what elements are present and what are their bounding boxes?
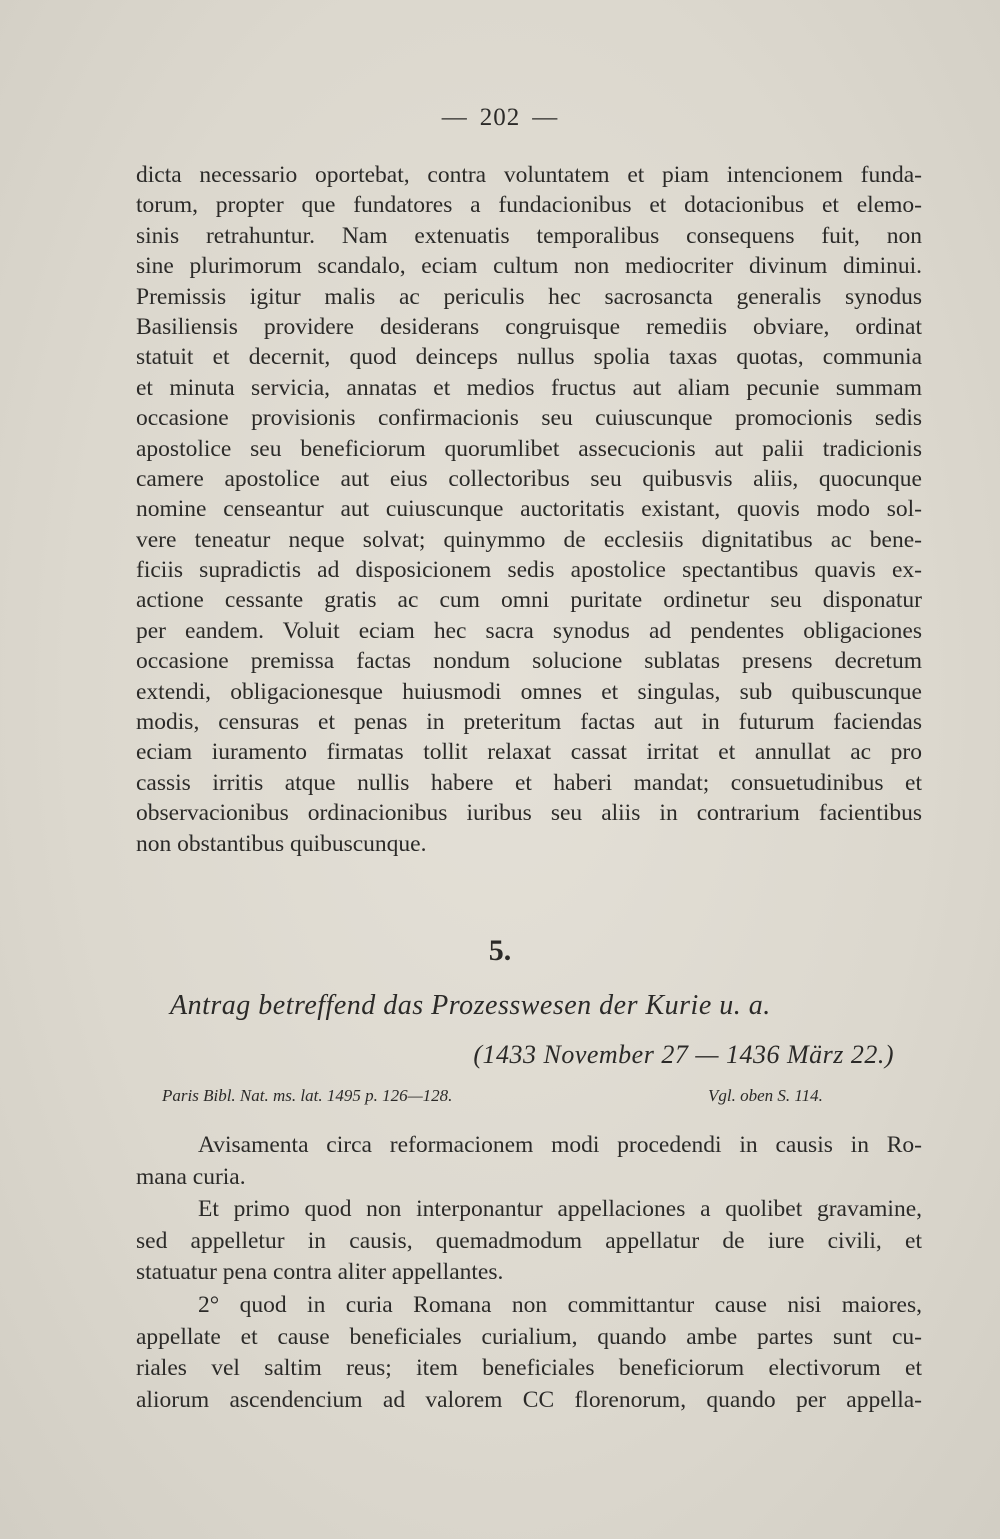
page-number-header xyxy=(0,104,1000,132)
text-line: nomine censeantur aut cuiuscunque auctoritatis existant, quovis modo sol- xyxy=(136,496,922,523)
paragraph-first-point xyxy=(136,1194,922,1289)
text-line: Et primo quod non interponantur appellaciones a quolibet gravamine, xyxy=(198,1196,922,1222)
text-line: extendi, obligacionesque huiusmodi omnes et singulas, sub quibuscunque xyxy=(136,678,922,705)
text-line: vere teneatur neque solvat; quinymmo de ecclesiis dignitatibus ac bene- xyxy=(136,526,922,553)
source-citation-line xyxy=(162,1086,823,1106)
text-line: aliorum ascendencium ad valorem CC florenorum, quando per appella- xyxy=(136,1386,922,1413)
header-dash-right: — xyxy=(532,104,559,131)
page-number: 202 xyxy=(479,104,521,131)
text-line: Avisamenta circa reformacionem modi procedendi in causis in Ro- xyxy=(198,1132,922,1158)
text-line: sinis retrahuntur. Nam extenuatis temporalibus consequens fuit, non xyxy=(136,222,922,249)
text-line: occasione provisionis confirmacionis seu cuiuscunque promocionis sedis xyxy=(136,405,922,432)
text-line: ficiis supradictis ad disposicionem sedis apostolice spectantibus quavis ex- xyxy=(136,557,922,584)
main-text-block xyxy=(136,160,922,859)
text-line: mana curia. xyxy=(136,1163,246,1190)
text-line: appellate et cause beneficiales curialium, quando ambe partes sunt cu- xyxy=(136,1323,922,1350)
text-line: 2° quod in curia Romana non committantur cause nisi maiores, xyxy=(198,1292,922,1318)
section-number: 5. xyxy=(488,934,512,967)
text-line: riales vel saltim reus; item beneficiales beneficiorum electivorum et xyxy=(136,1355,922,1381)
text-line: dicta necessario oportebat, contra voluntatem et piam intencionem funda- xyxy=(136,162,922,188)
cross-reference: Vgl. oben S. 114. xyxy=(708,1086,823,1105)
text-line: actione cessante gratis ac cum omni puritate ordinetur seu disponatur xyxy=(136,587,922,614)
section-title: Antrag betreffend das Prozesswesen der Kurie u. a. xyxy=(170,990,771,1021)
text-line: modis, censuras et penas in preteritum factas aut in futurum faciendas xyxy=(136,709,922,736)
text-line: eciam iuramento firmatas tollit relaxat cassat irritat et annullat ac pro xyxy=(136,739,922,766)
text-line: torum, propter que fundatores a fundacionibus et dotacionibus et elemo- xyxy=(136,192,922,219)
text-line: cassis irritis atque nullis habere et haberi mandat; consuetudinibus et xyxy=(136,769,922,796)
text-line: Premissis igitur malis ac periculis hec sacrosancta generalis synodus xyxy=(136,283,922,310)
text-line: statuit et decernit, quod deinceps nullus spolia taxas quotas, communia xyxy=(136,344,922,371)
paragraph-second-point xyxy=(136,1290,922,1416)
header-dash-left: — xyxy=(441,104,468,131)
text-line: sine plurimorum scandalo, eciam cultum non mediocriter divinum diminui. xyxy=(136,253,922,280)
text-line: sed appelletur in causis, quemadmodum appellatur de iure civili, et xyxy=(136,1227,922,1254)
text-line: camere apostolice aut eius collectoribus seu quibusvis aliis, quocunque xyxy=(136,465,922,492)
paragraph-intro xyxy=(136,1130,922,1193)
text-line: per eandem. Voluit eciam hec sacra synodus ad pendentes obligaciones xyxy=(136,617,922,644)
text-line: apostolice seu beneficiorum quorumlibet assecucionis aut palii tradicionis xyxy=(136,435,922,462)
text-line: non obstantibus quibuscunque. xyxy=(136,830,427,857)
text-line: et minuta servicia, annatas et medios fructus aut aliam pecunie summam xyxy=(136,374,922,401)
text-line: Basiliensis providere desiderans congruisque remediis obviare, ordinat xyxy=(136,313,922,340)
text-line: occasione premissa factas nondum solucione sublatas presens decretum xyxy=(136,648,922,675)
text-line: statuatur pena contra aliter appellantes. xyxy=(136,1259,504,1285)
section-date: (1433 November 27 — 1436 März 22.) xyxy=(473,1040,894,1069)
source-citation: Paris Bibl. Nat. ms. lat. 1495 p. 126—128. xyxy=(162,1086,453,1105)
text-line: observacionibus ordinacionibus iuribus seu aliis in contrarium facientibus xyxy=(136,800,922,827)
